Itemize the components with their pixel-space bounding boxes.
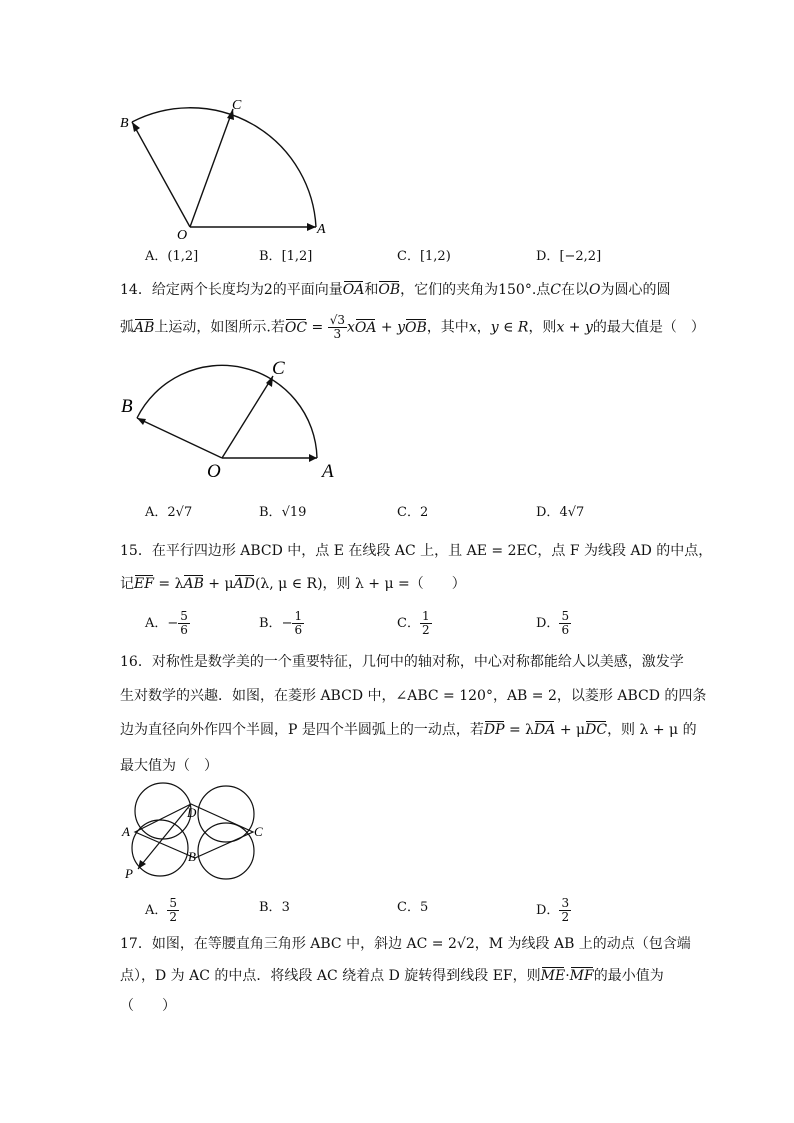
vector-ob <box>132 122 190 227</box>
q13-option-c: C．[1,2) <box>397 249 451 264</box>
figure-q13 <box>110 95 350 245</box>
q14-line-1: 14．给定两个长度均为2的平面向量OA和OB，它们的夹角为150°.点C在以O为圆心的圆 <box>120 282 671 298</box>
q16-option-a: A． $\frac{5}{2}$ <box>145 896 178 924</box>
label-a-14: A <box>322 461 334 482</box>
label-b-16: B <box>188 849 196 864</box>
label-b-14: B <box>121 396 133 417</box>
q14-line-2: 弧AB上运动，如图所示.若OC = $\frac{√3}{3}$ xOA + yOB，其中x，y ∈ R，则x + y的最大值是（ ） <box>120 313 705 341</box>
q15-option-d: D． $\frac{5}{6}$ <box>536 609 570 637</box>
q14-option-b: B．√19 <box>259 505 307 520</box>
arrowhead-a <box>307 223 316 231</box>
q17-line-3: （ ） <box>120 998 176 1014</box>
vector-ob-14 <box>137 418 222 458</box>
q16-line-3: 边为直径向外作四个半圆，P 是四个半圆弧上的一动点，若DP = λDA + μDC，则 λ + μ 的 <box>120 722 697 738</box>
q15-option-a: A．− $\frac{5}{6}$ <box>145 609 188 637</box>
q14-option-a: A．2√7 <box>145 505 193 520</box>
q16-line-2: 生对数学的兴趣．如图，在菱形 ABCD 中，∠ABC = 120°，AB = 2，以菱形 ABCD 的四条 <box>120 688 707 704</box>
label-o-14: O <box>207 461 221 482</box>
label-p: P <box>125 866 133 881</box>
q15-line-2: 记EF = λAB + μAD(λ, μ ∈ R)，则 λ + μ =（ ） <box>120 576 466 592</box>
label-o: O <box>177 228 188 243</box>
vector-oc <box>190 109 233 227</box>
q16-option-b: B．3 <box>259 900 290 915</box>
semicircle-dc <box>198 786 254 842</box>
q15-option-c: C． $\frac{1}{2}$ <box>397 609 430 637</box>
vector-oc-14 <box>222 376 273 458</box>
q15-line-1: 15．在平行四边形 ABCD 中，点 E 在线段 AC 上，且 AE = 2EC，点 F 为线段 AD 的中点， <box>120 543 713 559</box>
label-a: A <box>317 222 326 237</box>
arrowhead-b <box>132 122 140 132</box>
q16-line-4: 最大值为（ ） <box>120 758 218 774</box>
arc-q13 <box>132 108 316 227</box>
q14-option-d: D．4√7 <box>536 505 585 520</box>
figure-q16 <box>115 780 275 890</box>
q14-option-c: C．2 <box>397 505 429 520</box>
q17-line-1: 17．如图，在等腰直角三角形 ABC 中，斜边 AC = 2√2，M 为线段 AB 上的动点（包含端 <box>120 936 691 952</box>
label-a-16: A <box>122 824 130 839</box>
label-c-14: C <box>272 358 285 379</box>
label-d: D <box>187 805 197 820</box>
q13-option-d: D．[−2,2] <box>536 249 602 264</box>
figure-q14 <box>115 350 355 485</box>
arrowhead-b-14 <box>137 418 146 425</box>
q16-option-c: C．5 <box>397 900 429 915</box>
q16-option-d: D． $\frac{3}{2}$ <box>536 896 570 924</box>
q17-line-2: 点），D 为 AC 的中点．将线段 AC 绕着点 D 旋转得到线段 EF，则ME·MF的最小值为 <box>120 968 664 984</box>
q16-line-1: 16．对称性是数学美的一个重要特征，几何中的轴对称，中心对称都能给人以美感，激发学 <box>120 654 684 670</box>
arrowhead-a-14 <box>309 454 317 462</box>
semicircle-ab <box>132 820 188 876</box>
label-c-16: C <box>254 824 263 839</box>
q15-option-b: B．− $\frac{1}{6}$ <box>259 609 303 637</box>
q13-option-b: B．[1,2] <box>259 249 313 264</box>
label-b: B <box>120 116 129 131</box>
q13-option-a: A．(1,2] <box>145 249 199 264</box>
label-c: C <box>232 98 242 113</box>
arc-q14 <box>137 365 317 458</box>
semicircle-bc <box>198 823 254 879</box>
